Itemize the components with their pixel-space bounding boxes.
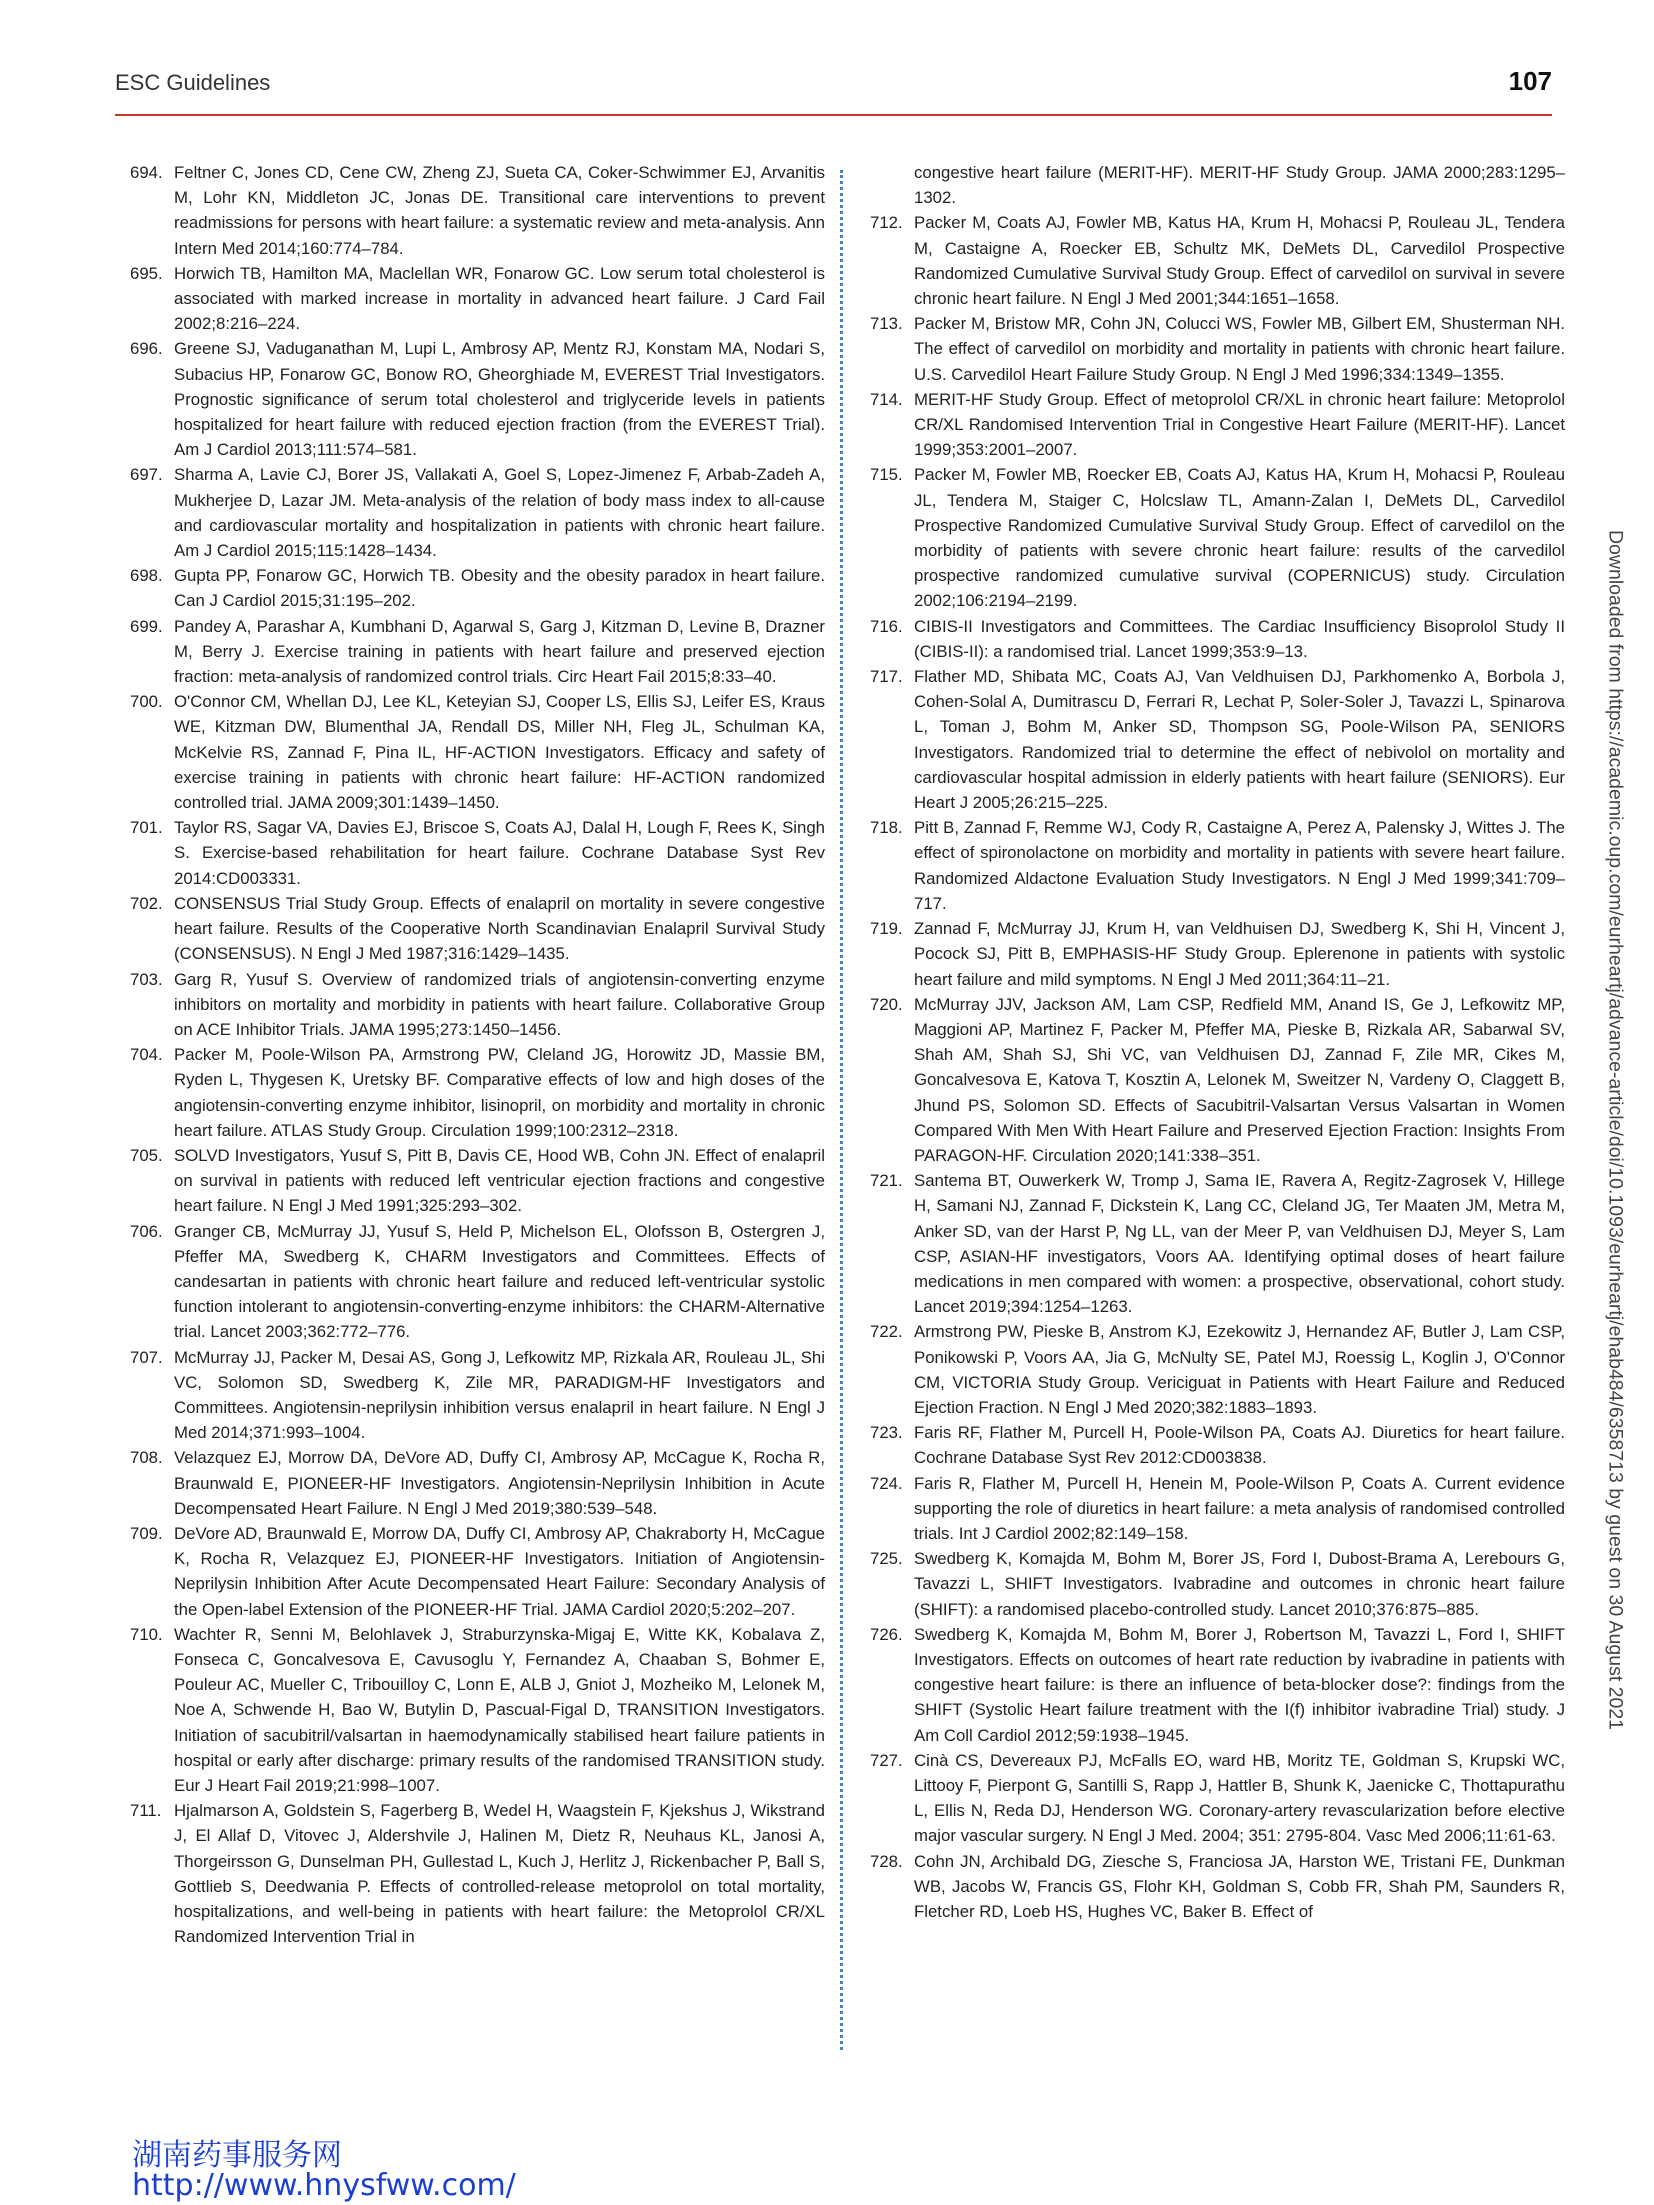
reference-entry [870, 1168, 1565, 1319]
column-divider [840, 170, 843, 2050]
reference-text: Faris RF, Flather M, Purcell H, Poole-Wilson PA, Coats AJ. Diuretics for heart failure. Cochrane Database Syst Rev 2012:CD003838. [914, 1423, 1565, 1468]
watermark-site-name: 湖南药事服务网 [132, 2138, 342, 2173]
reference-number: 703. [130, 969, 163, 989]
reference-number: 714. [870, 389, 903, 409]
reference-text: Feltner C, Jones CD, Cene CW, Zheng ZJ, Sueta CA, Coker-Schwimmer EJ, Arvanitis M, Lohr KN, Middleton JC, Jonas DE. Transitional care interventions to prevent readmissions for persons with heart failure: a systematic review and meta-analysis. Ann Intern Med 2014;160:774–784. [174, 163, 825, 258]
reference-number: 694. [130, 163, 163, 182]
reference-number: 697. [130, 465, 163, 485]
reference-entry [870, 614, 1565, 664]
reference-text: McMurray JJ, Packer M, Desai AS, Gong J, Lefkowitz MP, Rizkala AR, Rouleau JL, Shi VC, Solomon SD, Swedberg K, Zile MR, PARADIGM-HF Investigators and Committees. Angiotensin-neprilysin inhibition versus enalapril in heart failure. N Engl J Med 2014;371:993–1004. [174, 1347, 825, 1443]
journal-name: ESC Guidelines [115, 70, 271, 95]
reference-entry [130, 160, 825, 261]
reference-number: 719. [870, 919, 903, 939]
reference-entry [130, 336, 825, 462]
reference-text: O'Connor CM, Whellan DJ, Lee KL, Keteyian SJ, Cooper LS, Ellis SJ, Leifer ES, Kraus WE, Kitzman DW, Blumenthal JA, Rendall DS, Miller NH, Fleg JL, Schulman KA, McKelvie RS, Zannad F, Pina IL, HF-ACTION Investigators. Efficacy and safety of exercise training in patients with chronic heart failure: HF-ACTION randomized controlled trial. JAMA 2009;301:1439–1450. [174, 692, 825, 813]
reference-text: Pitt B, Zannad F, Remme WJ, Cody R, Castaigne A, Perez A, Palensky J, Wittes J. The effect of spironolactone on morbidity and mortality in patients with severe heart failure. Randomized Aldactone Evaluation Study Investigators. N Engl J Med 1999;341:709–717. [914, 818, 1565, 913]
references-left-column [130, 160, 825, 1949]
download-notice [1600, 420, 1630, 1840]
reference-entry [130, 891, 825, 967]
reference-text: Velazquez EJ, Morrow DA, DeVore AD, Duffy CI, Ambrosy AP, McCague K, Rocha R, Braunwald E, PIONEER-HF Investigators. Angiotensin-Neprilysin Inhibition in Acute Decompensated Heart Failure. N Engl J Med 2019;380:539–548. [174, 1448, 825, 1518]
reference-number: 707. [130, 1347, 163, 1367]
reference-text: Horwich TB, Hamilton MA, Maclellan WR, Fonarow GC. Low serum total cholesterol is associated with marked increase in mortality in advanced heart failure. J Card Fail 2002;8:216–224. [174, 263, 825, 334]
reference-entry [870, 210, 1565, 311]
reference-entry [130, 1521, 825, 1622]
reference-entry [130, 1445, 825, 1521]
reference-text: Taylor RS, Sagar VA, Davies EJ, Briscoe S, Coats AJ, Dalal H, Lough F, Rees K, Singh S. Exercise-based rehabilitation for heart failure. Cochrane Database Syst Rev 2014:CD003331. [174, 818, 825, 888]
reference-text: Zannad F, McMurray JJ, Krum H, van Veldhuisen DJ, Swedberg K, Shi H, Vincent J, Pocock SJ, Pitt B, EMPHASIS-HF Study Group. Eplerenone in patients with systolic heart failure and mild symptoms. N Engl J Med 2011;364:11–21. [914, 919, 1565, 989]
reference-entry [870, 1849, 1565, 1925]
reference-entry [130, 563, 825, 613]
reference-number: 713. [870, 314, 903, 334]
reference-number: 695. [130, 263, 163, 283]
reference-number: 709. [130, 1523, 163, 1543]
reference-entry [870, 311, 1565, 387]
reference-entry [870, 1546, 1565, 1622]
reference-text: Gupta PP, Fonarow GC, Horwich TB. Obesity and the obesity paradox in heart failure. Can J Cardiol 2015;31:195–202. [174, 566, 825, 611]
references-right-column [870, 160, 1565, 1924]
reference-text: Packer M, Coats AJ, Fowler MB, Katus HA, Krum H, Mohacsi P, Rouleau JL, Tendera M, Castaigne A, Roecker EB, Schultz MK, DeMets DL, Carvedilol Prospective Randomized Cumulative Survival Study Group. Effect of carvedilol on survival in severe chronic heart failure. N Engl J Med 2001;344:1651–1658. [914, 213, 1565, 309]
reference-continuation: congestive heart failure (MERIT-HF). MERIT-HF Study Group. JAMA 2000;283:1295–1302. [914, 163, 1565, 208]
reference-entry [130, 815, 825, 891]
reference-text: Swedberg K, Komajda M, Bohm M, Borer J, Robertson M, Tavazzi L, Ford I, SHIFT Investigators. Effects on outcomes of heart rate reduction by ivabradine in patients with congestive heart failure: is there an influence of beta-blocker dose?: findings from the SHIFT (Systolic Heart failure treatment with the I(f) inhibitor ivabradine Trial) study. J Am Coll Cardiol 2012;59:1938–1945. [914, 1624, 1565, 1745]
reference-text: Wachter R, Senni M, Belohlavek J, Straburzynska-Migaj E, Witte KK, Kobalava Z, Fonseca C, Goncalvesova E, Cavusoglu Y, Fernandez A, Chaaban S, Bohmer E, Pouleur AC, Mueller C, Tribouilloy C, Lonn E, ALB J, Gniot J, Mozheiko M, Lelonek M, Noe A, Schwende H, Bao W, Butylin D, Pascual-Figal D, TRANSITION Investigators. Initiation of sacubitril/valsartan in haemodynamically stabilised heart failure patients in hospital or early after discharge: primary results of the randomised TRANSITION study. Eur J Heart Fail 2019;21:998–1007. [174, 1624, 825, 1795]
reference-text: Armstrong PW, Pieske B, Anstrom KJ, Ezekowitz J, Hernandez AF, Butler J, Lam CSP, Ponikowski P, Voors AA, Jia G, McNulty SE, Patel MJ, Roessig L, Koglin J, O'Connor CM, VICTORIA Study Group. Vericiguat in Patients with Heart Failure and Reduced Ejection Fraction. N Engl J Med 2020;382:1883–1893. [914, 1322, 1565, 1417]
reference-entry [870, 462, 1565, 613]
reference-number: 718. [870, 818, 903, 838]
reference-text: Packer M, Fowler MB, Roecker EB, Coats AJ, Katus HA, Krum H, Mohacsi P, Rouleau JL, Tendera M, Staiger C, Holcslaw TL, Amann-Zalan I, DeMets DL, Carvedilol Prospective Randomized Cumulative Survival Study Group. Effect of carvedilol on the morbidity of patients with severe chronic heart failure: results of the carvedilol prospective randomized cumulative survival (COPERNICUS) study. Circulation 2002;106:2194–2199. [914, 465, 1565, 611]
reference-text: CONSENSUS Trial Study Group. Effects of enalapril on mortality in severe congestive heart failure. Results of the Cooperative North Scandinavian Enalapril Survival Study (CONSENSUS). N Engl J Med 1987;316:1429–1435. [174, 893, 825, 964]
reference-text: SOLVD Investigators, Yusuf S, Pitt B, Davis CE, Hood WB, Cohn JN. Effect of enalapril on survival in patients with reduced left ventricular ejection fractions and congestive heart failure. N Engl J Med 1991;325:293–302. [174, 1145, 825, 1216]
reference-number: 696. [130, 339, 163, 359]
reference-text: Sharma A, Lavie CJ, Borer JS, Vallakati A, Goel S, Lopez-Jimenez F, Arbab-Zadeh A, Mukherjee D, Lazar JM. Meta-analysis of the relation of body mass index to all-cause and cardiovascular mortality and hospitalization in patients with chronic heart failure. Am J Cardiol 2015;115:1428–1434. [174, 465, 825, 561]
reference-entry [130, 1345, 825, 1446]
reference-number: 698. [130, 566, 163, 586]
reference-number: 726. [870, 1624, 903, 1644]
reference-text: Cohn JN, Archibald DG, Ziesche S, Franciosa JA, Harston WE, Tristani FE, Dunkman WB, Jacobs W, Francis GS, Flohr KH, Goldman S, Cobb FR, Shah PM, Saunders R, Fletcher RD, Loeb HS, Hughes VC, Baker B. Effect of [914, 1851, 1565, 1922]
download-notice-text: Downloaded from https://academic.oup.com/eurheartj/advance-article/doi/10.1093/eurheartj/ehab484/6358713 by guest on 30 August 2021 [1604, 529, 1627, 1731]
reference-entry [870, 664, 1565, 815]
reference-entry [870, 1622, 1565, 1748]
reference-number: 715. [870, 465, 903, 485]
reference-number: 699. [130, 616, 163, 636]
reference-entry [870, 387, 1565, 463]
watermark-url[interactable]: http://www.hnysfww.com/ [132, 2168, 516, 2203]
reference-number: 712. [870, 213, 903, 233]
reference-text: Granger CB, McMurray JJ, Yusuf S, Held P, Michelson EL, Olofsson B, Ostergren J, Pfeffer MA, Swedberg K, CHARM Investigators and Committees. Effects of candesartan in patients with chronic heart failure and reduced left-ventricular systolic function intolerant to angiotensin-converting-enzyme inhibitors: the CHARM-Alternative trial. Lancet 2003;362:772–776. [174, 1221, 825, 1342]
reference-number: 725. [870, 1549, 903, 1569]
reference-number: 704. [130, 1045, 163, 1065]
reference-text: DeVore AD, Braunwald E, Morrow DA, Duffy CI, Ambrosy AP, Chakraborty H, McCague K, Rocha R, Velazquez EJ, PIONEER-HF Investigators. Initiation of Angiotensin-Neprilysin Inhibition After Acute Decompensated Heart Failure: Secondary Analysis of the Open-label Extension of the PIONEER-HF Trial. JAMA Cardiol 2020;5:202–207. [174, 1523, 825, 1619]
reference-number: 724. [870, 1473, 903, 1493]
reference-entry [870, 1319, 1565, 1420]
reference-number: 727. [870, 1750, 903, 1770]
reference-text: Faris R, Flather M, Purcell H, Henein M, Poole-Wilson P, Coats A. Current evidence supporting the role of diuretics in heart failure: a meta analysis of randomised controlled trials. Int J Cardiol 2002;82:149–158. [914, 1473, 1565, 1543]
reference-entry [130, 1143, 825, 1219]
reference-number: 717. [870, 667, 903, 687]
reference-text: Santema BT, Ouwerkerk W, Tromp J, Sama IE, Ravera A, Regitz-Zagrosek V, Hillege H, Samani NJ, Zannad F, Dickstein K, Lang CC, Cleland JG, Ter Maaten JM, Metra M, Anker SD, van der Harst P, Ng LL, van der Meer P, van Veldhuisen DJ, Meyer S, Lam CSP, ASIAN-HF investigators, Voors AA. Identifying optimal doses of heart failure medications in men compared with women: a prospective, observational, cohort study. Lancet 2019;394:1254–1263. [914, 1171, 1565, 1317]
reference-text: Packer M, Bristow MR, Cohn JN, Colucci WS, Fowler MB, Gilbert EM, Shusterman NH. The effect of carvedilol on morbidity and mortality in patients with chronic heart failure. U.S. Carvedilol Heart Failure Study Group. N Engl J Med 1996;334:1349–1355. [914, 314, 1565, 384]
reference-text: Packer M, Poole-Wilson PA, Armstrong PW, Cleland JG, Horowitz JD, Massie BM, Ryden L, Thygesen K, Uretsky BF. Comparative effects of low and high doses of the angiotensin-converting enzyme inhibitor, lisinopril, on morbidity and mortality in chronic heart failure. ATLAS Study Group. Circulation 1999;100:2312–2318. [174, 1045, 825, 1140]
reference-entry [870, 992, 1565, 1168]
reference-text: CIBIS-II Investigators and Committees. The Cardiac Insufficiency Bisoprolol Study II (CIBIS-II): a randomised trial. Lancet 1999;353:9–13. [914, 616, 1565, 661]
reference-text: Flather MD, Shibata MC, Coats AJ, Van Veldhuisen DJ, Parkhomenko A, Borbola J, Cohen-Solal A, Dumitrascu D, Ferrari R, Lechat P, Soler-Soler J, Tavazzi L, Spinarova L, Toman J, Bohm M, Anker SD, Thompson SG, Poole-Wilson PA, SENIORS Investigators. Randomized trial to determine the effect of nebivolol on mortality and cardiovascular hospital admission in elderly patients with heart failure (SENIORS). Eur Heart J 2005;26:215–225. [914, 667, 1565, 813]
reference-entry [130, 1622, 825, 1798]
reference-text: Pandey A, Parashar A, Kumbhani D, Agarwal S, Garg J, Kitzman D, Levine B, Drazner M, Berry J. Exercise training in patients with heart failure and preserved ejection fraction: meta-analysis of randomized control trials. Circ Heart Fail 2015;8:33–40. [174, 616, 825, 687]
reference-number: 722. [870, 1322, 903, 1342]
reference-text: Swedberg K, Komajda M, Bohm M, Borer JS, Ford I, Dubost-Brama A, Lerebours G, Tavazzi L, SHIFT Investigators. Ivabradine and outcomes in chronic heart failure (SHIFT): a randomised placebo-controlled study. Lancet 2010;376:875–885. [914, 1549, 1565, 1619]
reference-number: 711. [130, 1801, 162, 1821]
reference-number: 721. [870, 1171, 903, 1191]
reference-entry [130, 1042, 825, 1143]
reference-number: 720. [870, 994, 903, 1014]
reference-entry [130, 614, 825, 690]
reference-entry [130, 689, 825, 815]
reference-entry [870, 916, 1565, 992]
reference-number: 710. [130, 1624, 163, 1644]
reference-number: 706. [130, 1221, 163, 1241]
reference-number: 728. [870, 1851, 903, 1871]
page-number: 107 [1508, 66, 1552, 96]
reference-entry [130, 967, 825, 1043]
reference-number: 716. [870, 616, 903, 636]
reference-number: 700. [130, 692, 163, 712]
reference-number: 701. [130, 818, 163, 838]
reference-number: 702. [130, 893, 163, 913]
reference-number: 723. [870, 1423, 903, 1443]
reference-text: Hjalmarson A, Goldstein S, Fagerberg B, Wedel H, Waagstein F, Kjekshus J, Wikstrand J, El Allaf D, Vitovec J, Aldershvile J, Halinen M, Dietz R, Neuhaus KL, Janosi A, Thorgeirsson G, Dunselman PH, Gullestad L, Kuch J, Herlitz J, Rickenbacher P, Ball S, Gottlieb S, Deedwania P. Effects of controlled-release metoprolol on total mortality, hospitalizations, and well-being in patients with heart failure: the Metoprolol CR/XL Randomized Intervention Trial in [174, 1801, 825, 1947]
reference-text: Greene SJ, Vaduganathan M, Lupi L, Ambrosy AP, Mentz RJ, Konstam MA, Nodari S, Subacius HP, Fonarow GC, Bonow RO, Gheorghiade M, EVEREST Trial Investigators. Prognostic significance of serum total cholesterol and triglyceride levels in patients hospitalized for heart failure with reduced ejection fraction (from the EVEREST Trial). Am J Cardiol 2013;111:574–581. [174, 339, 825, 460]
reference-text: Cinà CS, Devereaux PJ, McFalls EO, ward HB, Moritz TE, Goldman S, Krupski WC, Littooy F, Pierpont G, Santilli S, Rapp J, Hattler B, Shunk K, Jaenicke C, Thottapurathu L, Ellis N, Reda DJ, Henderson WG. Coronary-artery revascularization before elective major vascular surgery. N Engl J Med. 2004; 351: 2795-804. Vasc Med 2006;11:61-63. [914, 1750, 1565, 1846]
reference-entry [130, 462, 825, 563]
reference-text: Garg R, Yusuf S. Overview of randomized trials of angiotensin-converting enzyme inhibitors on mortality and morbidity in patients with heart failure. Collaborative Group on ACE Inhibitor Trials. JAMA 1995;273:1450–1456. [174, 969, 825, 1039]
reference-number: 708. [130, 1448, 163, 1468]
reference-entry [870, 1420, 1565, 1470]
reference-text: MERIT-HF Study Group. Effect of metoprolol CR/XL in chronic heart failure: Metoprolol CR/XL Randomised Intervention Trial in Congestive Heart Failure (MERIT-HF). Lancet 1999;353:2001–2007. [914, 389, 1565, 460]
reference-text: McMurray JJV, Jackson AM, Lam CSP, Redfield MM, Anand IS, Ge J, Lefkowitz MP, Maggioni AP, Martinez F, Packer M, Pfeffer MA, Pieske B, Rizkala AR, Sabarwal SV, Shah AM, Shah SJ, Shi VC, van Veldhuisen DJ, Zannad F, Zile MR, Cikes M, Goncalvesova E, Katova T, Kosztin A, Lelonek M, Sweitzer N, Vardeny O, Claggett B, Jhund PS, Solomon SD. Effects of Sacubitril-Valsartan Versus Valsartan in Women Compared With Men With Heart Failure and Preserved Ejection Fraction: Insights From PARAGON-HF. Circulation 2020;141:338–351. [914, 994, 1565, 1165]
page-header [115, 62, 1552, 116]
reference-entry [130, 1219, 825, 1345]
reference-entry [130, 261, 825, 337]
reference-entry [870, 1471, 1565, 1547]
reference-number: 705. [130, 1145, 163, 1165]
reference-entry [130, 1798, 825, 1949]
reference-entry [870, 815, 1565, 916]
reference-entry [870, 1748, 1565, 1849]
